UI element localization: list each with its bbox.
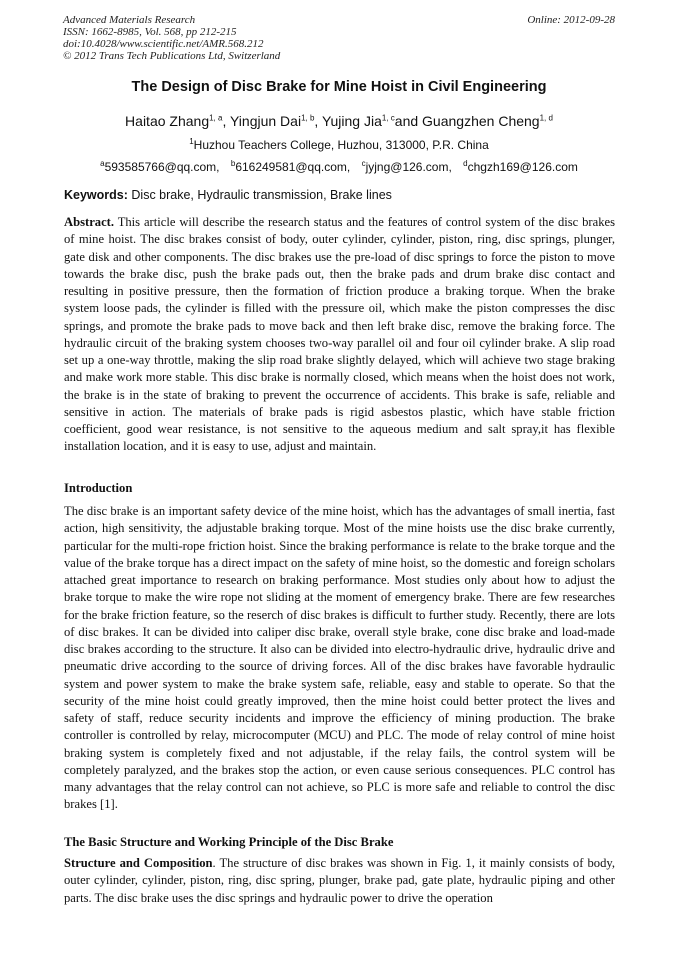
introduction-paragraph: The disc brake is an important safety device of the mine hoist, which has the advantages of small inertia, fast action, high sensitivity, the adjustable braking torque. Most of the mine hoists use the disc brake currently, particular for the multi-rope friction hoist. Since the braking performance is relate to the brake torque and the value of the brake torque has a direct impact on the safety of mine hoist, so the domestic and foreign scholars attached great importance to research on braking performance. Most studies only about how to adjust the brake torque to make the wire rope not sliding at the moment of emergency brake. There are few researches for the brake friction feature, so the reserch of disc brakes is difficult to further study. Recently, there are lots of disc brakes. It can be divided into caliper disc brake, overall style brake, cone disc brake and load-made disc brakes according to the structure. It also can be divided into electro-hydraulic drive, hydraulic drive and pneumatic drive according to the source of driving forces. All of the disc brakes have favorable hydraulic system and power system to make the brake system safe, reliable, easy and stable to operate. So that the security of the mine hoist could greatly improved, then the mine hoist could better protect the lives and safety of staff, reduce security incidents and improve the efficiency of mining production. The brake controller is controlled by relay, microcomputer (MCU) and PLC. The mode of relay control of mine hoist braking system is completely fixed and not adjustable, if the relay fails, the control system will be completely paralyzed, and the brakes stop the action, or even cause serious consequences. PLC control has many advantages that the relay control can not achieve, so PLC is more safe and reliable to control the disc brakes [1]. — [64, 504, 615, 812]
section-heading: The Basic Structure and Working Principle of the Disc Brake — [64, 835, 394, 849]
affiliation — [20, 137, 658, 153]
email-mark: c — [361, 159, 366, 168]
issn: ISSN: 1662-8985, Vol. 568, pp 212-215 — [63, 26, 237, 38]
email-list — [10, 159, 668, 175]
copyright: © 2012 Trans Tech Publications Ltd, Switzerland — [63, 50, 281, 62]
affiliation-mark: 1 — [189, 137, 194, 146]
paper-title: The Design of Disc Brake for Mine Hoist in Civil Engineering — [131, 79, 547, 95]
email-address: 593585766@qq.com, — [104, 160, 220, 174]
author-separator: , — [314, 113, 322, 129]
email-item[interactable] — [362, 160, 452, 174]
keywords-label: Keywords: — [64, 188, 128, 202]
author-name: Yujing Jia — [321, 113, 382, 129]
structure-text: . The structure of disc brakes was shown in Fig. 1, it mainly consists of body, outer cylinder, cylinder, piston, ring, disc spring, plunger, brake pad, gate plate, hydraulic piping and other parts. The disc brake uses the disc springs and hydraulic power to drive the operation — [64, 856, 615, 905]
author-affiliation-mark: 1, b — [301, 113, 315, 123]
journal-header — [63, 14, 615, 62]
author-separator: , — [222, 113, 230, 129]
email-mark: b — [230, 159, 236, 168]
keywords-line — [64, 187, 616, 203]
email-address: jyjng@126.com, — [365, 160, 452, 174]
email-mark: a — [100, 159, 105, 168]
keywords-text: Disc brake, Hydraulic transmission, Brake lines — [131, 188, 392, 202]
author-list — [20, 112, 658, 130]
online-date: Online: 2012-09-28 — [527, 14, 615, 26]
doi: doi:10.4028/www.scientific.net/AMR.568.212 — [63, 38, 264, 50]
subsection-lead: Structure and Composition — [64, 856, 213, 870]
author-name: Guangzhen Cheng — [422, 113, 540, 129]
email-address: 616249581@qq.com, — [235, 160, 351, 174]
journal-name: Advanced Materials Research — [63, 14, 196, 26]
email-address: chgzh169@126.com — [467, 160, 578, 174]
abstract-paragraph — [64, 214, 615, 456]
introduction-heading: Introduction — [64, 481, 133, 495]
author-name: Yingjun Dai — [229, 113, 302, 129]
author-affiliation-mark: 1, d — [539, 113, 553, 123]
author-name: Haitao Zhang — [125, 113, 210, 129]
affiliation-text: Huzhou Teachers College, Huzhou, 313000, P.R. China — [193, 138, 489, 152]
email-item[interactable] — [231, 160, 350, 174]
author-conjunction: and — [394, 113, 423, 129]
structure-paragraph — [64, 855, 615, 907]
abstract-label: Abstract. — [64, 215, 115, 229]
author-affiliation-mark: 1, a — [209, 113, 223, 123]
email-mark: d — [463, 159, 468, 168]
email-item[interactable] — [463, 160, 578, 174]
abstract-text: This article will describe the research status and the features of control system of the disc brakes of mine hoist. The disc brakes consist of body, outer cylinder, cylinder, piston, ring, disc springs, plunger, gate disk and other components. The disc brakes use the pre-load of disc springs to force the piston to move towards the brake disc, push the brake pads out, then the brake pads and drum brake disc contact and resulting in positive pressure, then the formation of friction produce a braking torque. When the brake system loose pads, the cylinder is filled with the pressure oil, which make the piston compresses the disc springs, and promote the brake pads to move back and then left brake disc, remove the braking force. The hydraulic circuit of the braking system chooses two-way parallel oil and four oil cylinder brake. A slip road set up a one-way throttle, making the slip road brake slightly delayed, which will achieve two stage braking and make work more stable. This disc brake is normally closed, which means when the hoist does not work, the brake is in the state of braking to prevent the occurrence of accidents. This brake is safe, reliable and sensitive in action. The materials of brake pads is rigid asbestos plastic, which have stable friction coefficient, good wear resistance, is not sensitive to the aqueous medium and salt spray,it has flexible installation location, and it is easy to use, adjust and maintain. — [64, 215, 616, 454]
author-affiliation-mark: 1, c — [381, 113, 395, 123]
email-item[interactable] — [100, 160, 219, 174]
